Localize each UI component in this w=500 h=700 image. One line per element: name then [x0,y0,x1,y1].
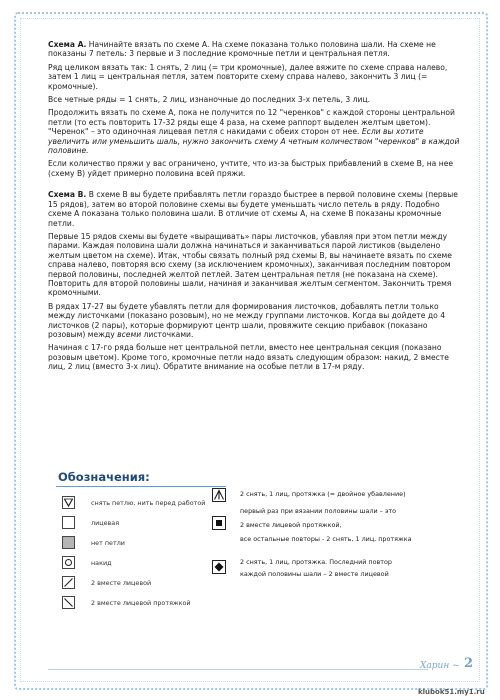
legend-text-special-diamond-2: каждой половины шали – 2 вместе лицевой [240,570,389,578]
legend-text-special-diamond-1: 2 снять, 1 лиц, протяжка. Последний повтор [240,558,392,566]
legend-item-knit: лицевая [62,516,119,529]
scheme-a-paragraph-5: Если количество пряжи у вас ограничено, учтите, что из-за быстрых прибавлений в схеме В, на нее (схему В) уйдет примерно половина всей пряжи. [48,159,454,178]
legend-title: Обозначения: [58,470,150,484]
footer-brand: Харин ~ [420,661,460,671]
scheme-b-paragraph-1: Схема В. В схеме В вы будете прибавлять петли гораздо быстрее в первой половине схемы (первые 15 рядов), затем во второй половине схемы вы будете уменьшать число петель в ряду. Подобно схеме А показана только половина шали. В отличие от схемы А, на схеме В показаны кромочные петли. [48,190,458,228]
watermark: klubok51.my1.ru [418,688,485,696]
legend-item-no-stitch: нет петли [62,536,125,549]
double-decrease-icon [212,488,226,502]
scheme-b-paragraph-4: Начиная с 17-го ряда больше нет центральной петли, вместо нее центральная секция (показано розовым цветом). Кроме того, кромочные петли надо вязать следующим образом: накид, 2 вместе лиц, 2 лиц (вместо 3-х лиц). Обратите внимание на особые петли в 17-м ряду. [48,343,449,372]
scheme-a-paragraph-3: Все четные ряды = 1 снять, 2 лиц, изнаночные до последних 3-х петель, 3 лиц. [48,95,371,105]
legend-divider [56,486,226,487]
scheme-a-title: Схема А. [48,40,87,49]
instructions-body [48,40,460,376]
footer-rule [48,669,428,670]
slip-stitch-icon [62,496,75,509]
legend-text-special-square-2: 2 вместе лицевой протяжкой, [240,521,342,529]
page-number: 2 [464,656,474,671]
legend-text-double-decrease: 2 снять, 1 лиц, протяжка (= двойное убавление) [240,490,406,498]
scheme-a-paragraph-4: Продолжить вязать по схеме А, пока не получится по 12 "черенков" с каждой стороны центральной петли (то есть повторить 17-32 ряды еще 4 раза, на схеме раппорт выделен желтым цветом). "Черенок" – это одиночная лицевая петля с накидами с обеих сторон от нее. Если вы хотите увеличить или уменьшить шаль, нужно закончить схему А четным количеством "черенков" в каждой половине. [48,108,460,156]
k2tog-icon [62,576,75,589]
scheme-b-title: Схема В. [48,190,87,200]
scheme-b-paragraph-3: В рядах 17-27 вы будете убавлять петли для формирования листочков, добавлять петли только между листочками (показано розовым), но не между группами листочков. Когда вы дойдете до 4 листочков (2 пары), которые формируют центр шали, провяжите секцию прибавок (показано розовым) между всеми листочками. [48,301,446,339]
ssk-icon [62,596,75,609]
legend-item-ssk: 2 вместе лицевой протяжкой [62,596,191,609]
legend-text-special-square-3: все остальные повторы - 2 снять, 1 лиц, протяжка [240,535,412,543]
special-diamond-icon [212,560,226,574]
scheme-a-paragraph-2: Ряд целиком вязать так: 1 снять, 2 лиц (= три кромочные), далее вяжите по схеме справа налево, затем 1 лиц = центральная петля, затем повторите схему справа налево, закончить 3 лиц (= кромочные). [48,62,448,91]
legend-item-yarn-over: накид [62,556,112,569]
yarn-over-icon [62,556,75,569]
scheme-b-paragraph-2: Первые 15 рядов схемы вы будете «выращивать» пары листочков, убавляя при этом петли между парами. Каждая половина шали должна начинаться и заканчиваться парой листиков (выделено желтым цветом на схеме). Итак, чтобы связать полный ряд схемы В, вы начинаете вязать по схеме справа налево, повторяя всю схему (за исключением кромочных), заканчивая последним повтором первой половины, последней желтой петлей. Затем центральная петля (не показана на схеме). Повторить для второй половины шали, начиная и заканчивая желтым сегментом. Закончить тремя кромочными. [48,231,452,298]
no-stitch-icon [62,536,75,549]
knit-stitch-icon [62,516,75,529]
legend-text-special-square-1: первый раз при вязании половины шали – это [240,507,397,515]
legend-item-k2tog: 2 вместе лицевой [62,576,151,589]
legend-item-slip: снять петлю, нить перед работой [62,496,205,509]
scheme-a-paragraph-1: Схема А. Начинайте вязать по схеме А. На схеме показана только половина шали. На схеме не показаны 7 петель: 3 первые и 3 последние кромочные петли и центральная петля. [48,40,436,59]
special-square-icon [212,516,226,530]
